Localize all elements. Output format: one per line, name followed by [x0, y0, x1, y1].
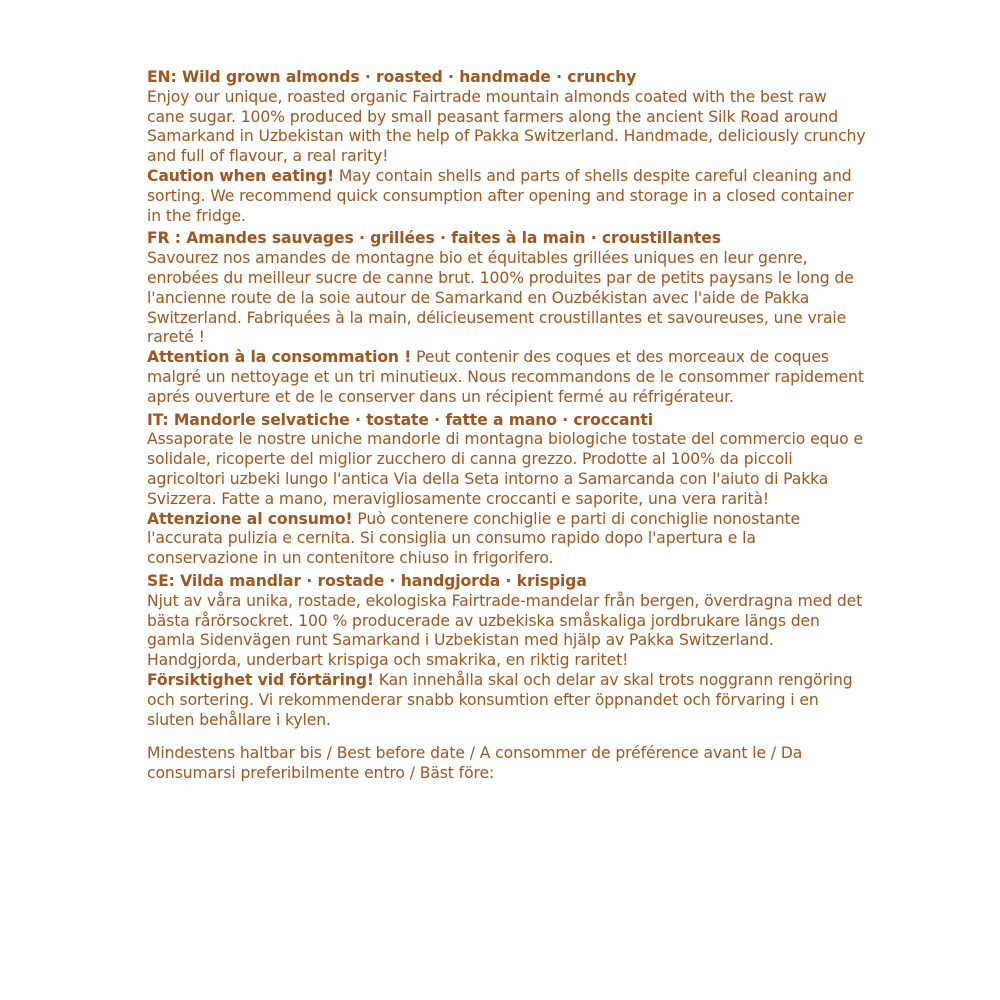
caution-label-fr: Attention à la consommation ! — [147, 348, 412, 367]
caution-text-se: Kan innehålla skal och delar av skal trots noggrann rengöring och sortering. Vi rekommenderar snabb konsumtion efter öppnandet och förvaring i en sluten behållare i kylen. — [147, 670, 853, 729]
section-fr — [147, 229, 867, 407]
caution-label-se: Försiktighet vid förtäring! — [147, 670, 374, 689]
section-it — [147, 411, 867, 569]
caution-label-it: Attenzione al consumo! — [147, 509, 353, 528]
section-body-text-fr: Savourez nos amandes de montagne bio et équitables grillées uniques en leur genre, enrobées du meilleur sucre de canne brut. 100% produites par de petits paysans le long de l'ancienne route de la soie autour de Samarkand en Ouzbékistan avec l'aide de Pakka Switzerland. Fabriquées à la main, délicieusement croustillantes et savoureuses, une vraie rareté ! — [147, 249, 854, 347]
caution-text-en: May contain shells and parts of shells despite careful cleaning and sorting. We recommend quick consumption after opening and storage in a closed container in the fridge. — [147, 166, 854, 225]
section-body-se — [147, 592, 867, 731]
section-body-text-it: Assaporate le nostre uniche mandorle di montagna biologiche tostate del commercio equo e solidale, ricoperte del miglior zucchero di canna grezzo. Prodotte al 100% da piccoli agricoltori uzbeki lungo l'antica Via della Seta intorno a Samarcanda con l'aiuto di Pakka Svizzera. Fatte a mano, meravigliosamente croccanti e saporite, una vera rarità! — [147, 430, 863, 508]
section-body-fr — [147, 249, 867, 407]
caution-label-en: Caution when eating! — [147, 166, 334, 185]
caution-text-it: Può contenere conchiglie e parti di conchiglie nonostante l'accurata pulizia e cernita. Si consiglia un consumo rapido dopo l'apertura e la conservazione in un contenitore chiuso in frigorifero. — [147, 509, 801, 568]
section-en — [147, 68, 867, 226]
section-body-text-en: Enjoy our unique, roasted organic Fairtrade mountain almonds coated with the best raw cane sugar. 100% produced by small peasant farmers along the ancient Silk Road around Samarkand in Uzbekistan with the help of Pakka Switzerland. Handmade, deliciously crunchy and full of flavour, a real rarity! — [147, 87, 866, 166]
section-body-text-se: Njut av våra unika, rostade, ekologiska Fairtrade-mandelar från bergen, överdragna med det bästa rårörsockret. 100 % producerade av uzbekiska småskaliga jordbrukare längs den gamla Sidenvägen runt Samarkand i Uzbekistan med hjälp av Pakka Switzerland. Handgjorda, underbart krispiga och smakrika, en riktig raritet! — [147, 591, 863, 670]
section-heading-se: SE: Vilda mandlar · rostade · handgjorda · krispiga — [147, 571, 587, 590]
section-heading-en: EN: Wild grown almonds · roasted · handmade · crunchy — [147, 68, 637, 86]
caution-text-fr: Peut contenir des coques et des morceaux de coques malgré un nettoyage et un tri minutieux. Nous recommandons de le consommer rapidement aprés ouverture et de le conserver dans un récipient fermé au réfrigérateur. — [147, 348, 864, 406]
section-body-en — [147, 88, 867, 227]
section-se — [147, 572, 867, 730]
product-label-text — [147, 68, 867, 784]
section-heading-it: IT: Mandorle selvatiche · tostate · fatte a mano · croccanti — [147, 410, 654, 429]
section-heading-fr: FR : Amandes sauvages · grillées · faites à la main · croustillantes — [147, 229, 721, 248]
best-before-date: Mindestens haltbar bis / Best before date / A consommer de préférence avant le / Da consumarsi preferibilmente entro / Bäst före: — [147, 744, 803, 783]
section-body-it — [147, 430, 867, 569]
